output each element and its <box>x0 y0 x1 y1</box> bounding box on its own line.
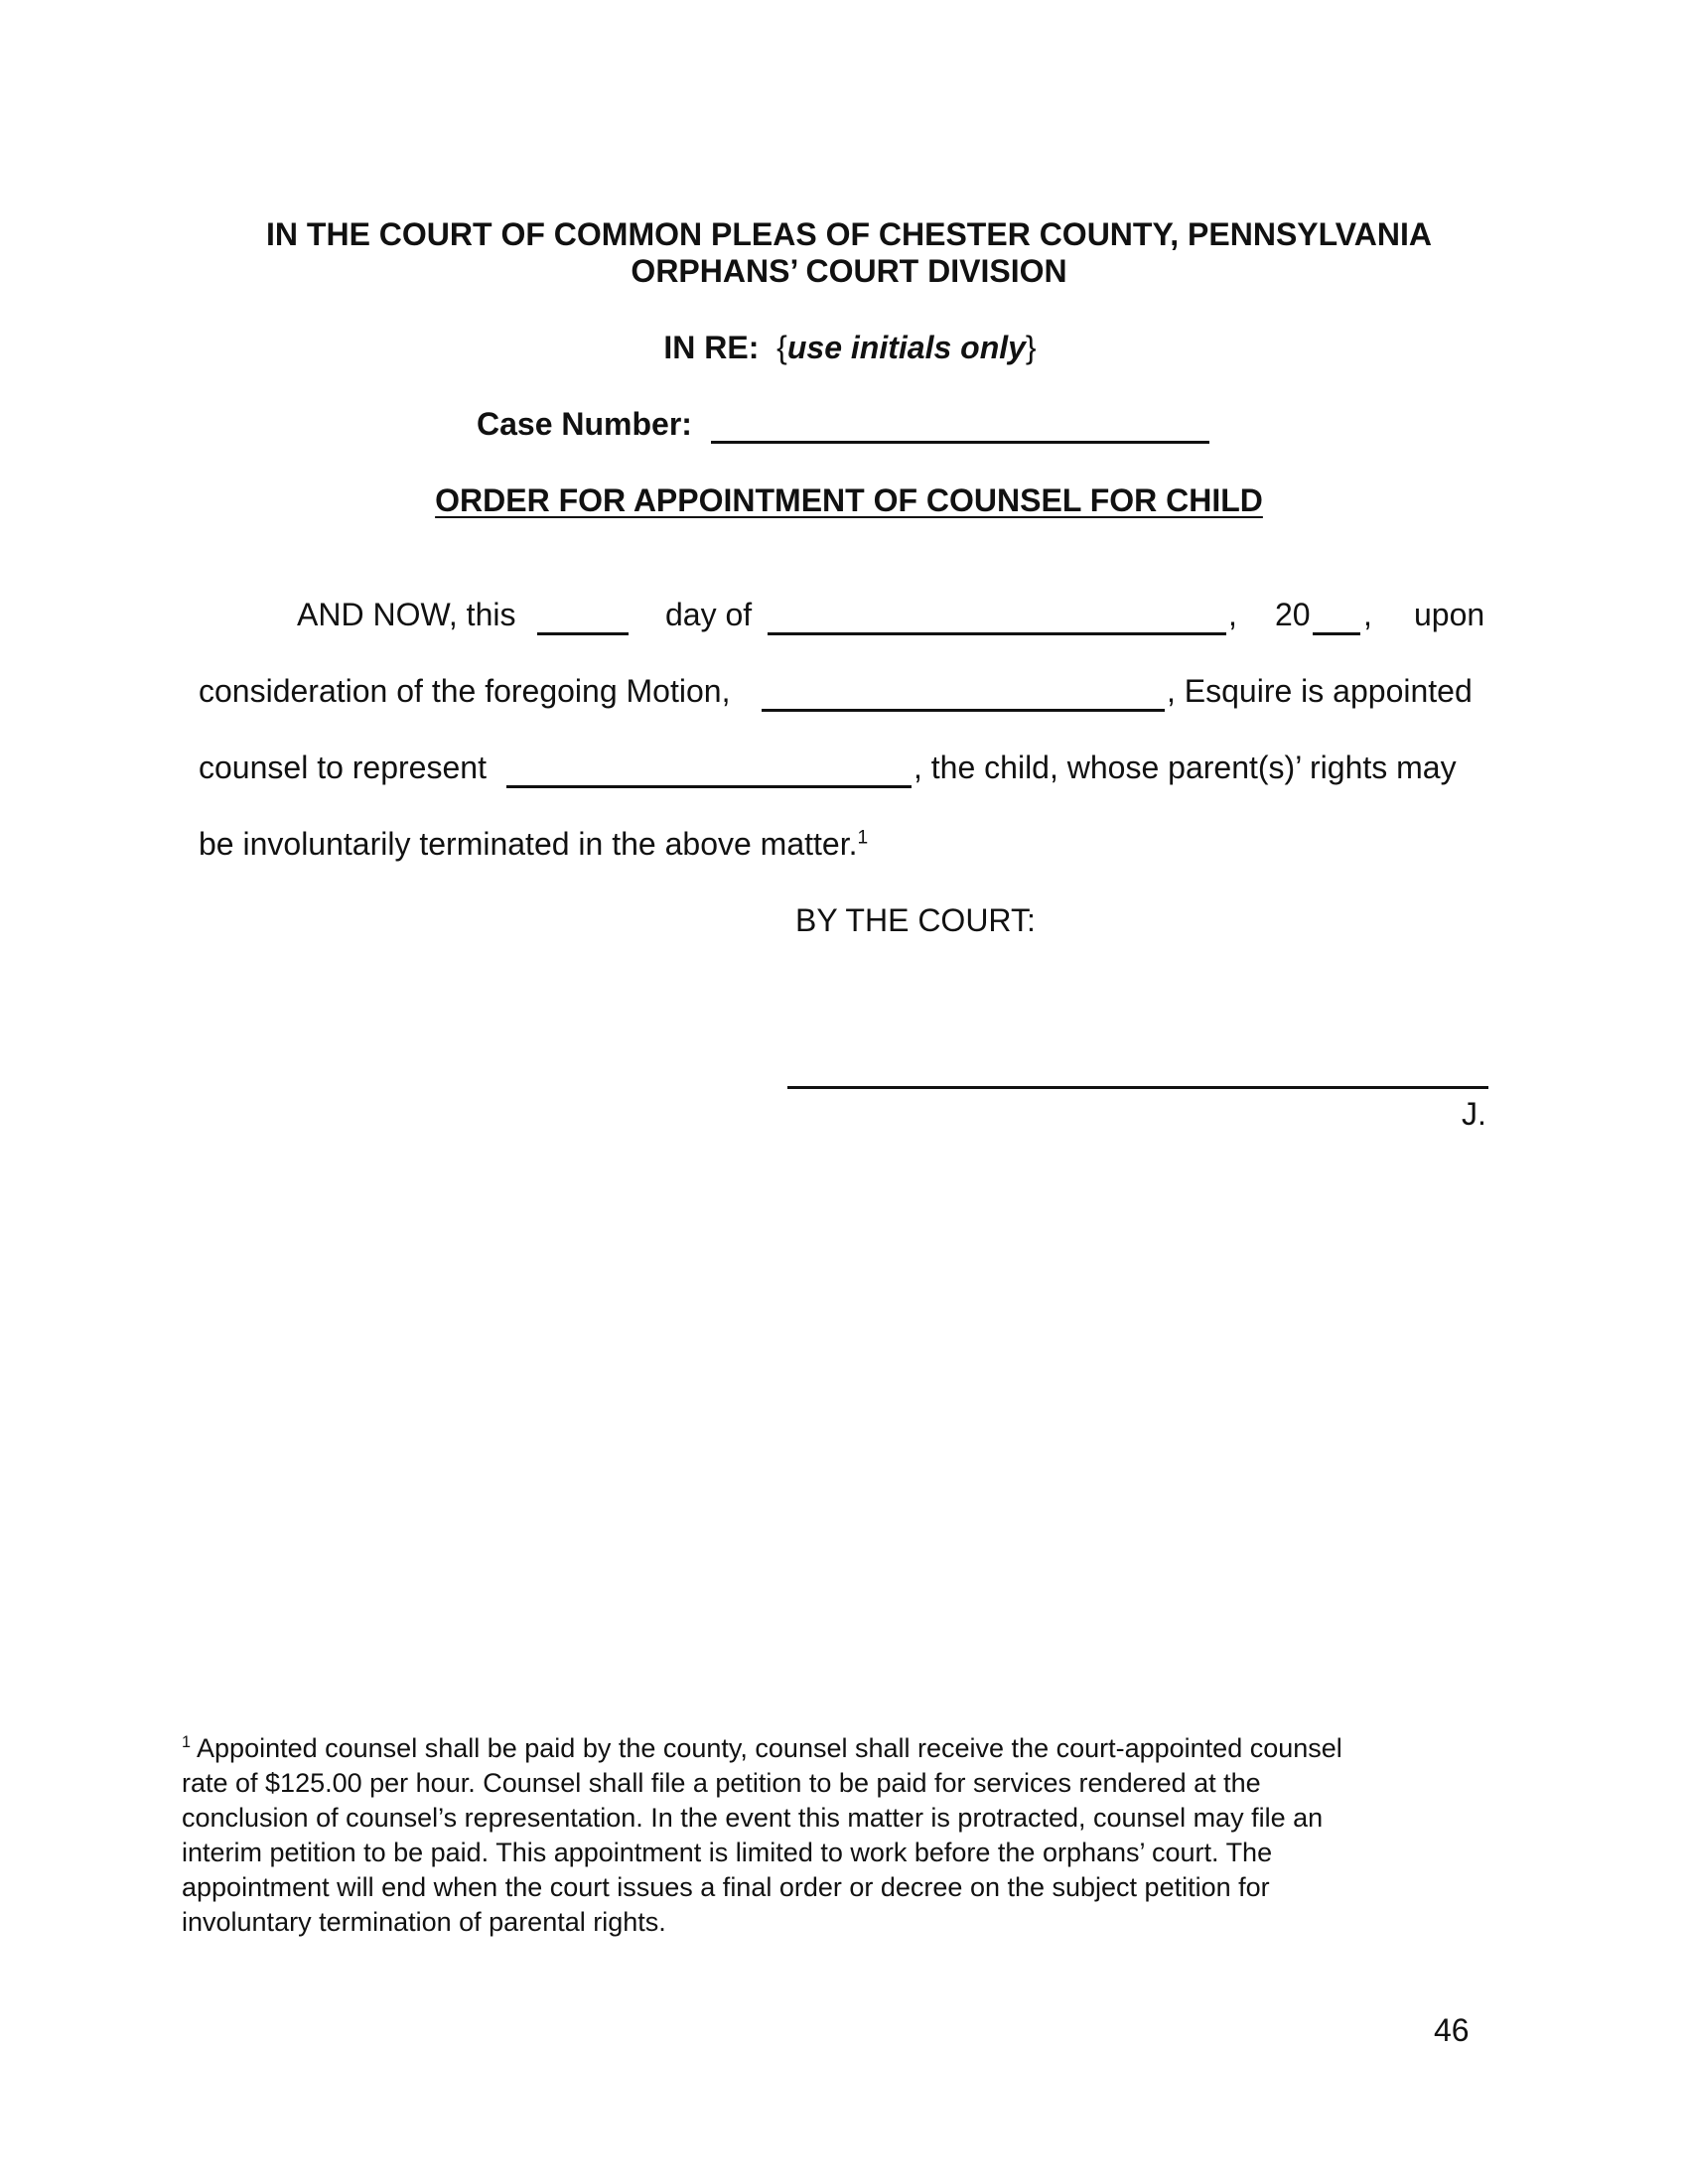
by-the-court: BY THE COURT: <box>795 902 1036 938</box>
footnote-line: rate of $125.00 per hour. Counsel shall file a petition to be paid for services rendered at the <box>182 1768 1261 1798</box>
attorney-name-field[interactable] <box>762 709 1165 712</box>
body-esquire-appointed: , Esquire is appointed <box>1167 673 1473 709</box>
body-comma: , <box>1228 597 1237 632</box>
division-heading: ORPHANS’ COURT DIVISION <box>631 253 1067 289</box>
judge-suffix: J. <box>1462 1096 1486 1132</box>
year-field[interactable] <box>1313 632 1360 635</box>
body-upon: upon <box>1414 597 1485 632</box>
footnote-line: interim petition to be paid. This appointment is limited to work before the orphans’ court. The <box>182 1838 1273 1867</box>
footnote-line: involuntary termination of parental rights. <box>182 1907 666 1937</box>
page-number: 46 <box>1434 2012 1470 2048</box>
order-title: ORDER FOR APPOINTMENT OF COUNSEL FOR CHILD <box>435 482 1263 518</box>
in-re-brace-open: { <box>776 330 787 365</box>
in-re-label: IN RE: <box>663 330 760 365</box>
body-the-child: , the child, whose parent(s)’ rights may <box>914 750 1457 785</box>
case-number-field[interactable] <box>711 441 1209 444</box>
body-comma-2: , <box>1363 597 1372 632</box>
body-consideration: consideration of the foregoing Motion, <box>199 673 731 709</box>
body-year-prefix: 20 <box>1275 597 1311 632</box>
footnote-line: conclusion of counsel’s representation. In the event this matter is protracted, counsel may file an <box>182 1803 1324 1833</box>
court-heading: IN THE COURT OF COMMON PLEAS OF CHESTER COUNTY, PENNSYLVANIA <box>266 216 1432 252</box>
footnote-line: $^1$ Appointed counsel shall be paid by the county, counsel shall receive the court-appointed counsel <box>182 1733 1342 1763</box>
day-field[interactable] <box>537 632 629 635</box>
in-re-hint: use initials only <box>786 330 1026 365</box>
footnote-line: appointment will end when the court issues a final order or decree on the subject petition for <box>182 1872 1270 1902</box>
case-number-label: Case Number: <box>477 406 692 442</box>
in-re-brace-close: } <box>1025 330 1037 365</box>
body-terminated-text: be involuntarily terminated in the above matter. <box>199 826 858 862</box>
footnote <box>182 1731 1342 1940</box>
month-field[interactable] <box>768 632 1226 635</box>
body-counsel-to-represent: counsel to represent <box>199 750 487 785</box>
body-terminated-line <box>199 826 868 863</box>
child-name-field[interactable] <box>506 785 912 788</box>
body-day-of: day of <box>665 597 753 632</box>
footnote-marker: 1 <box>182 1733 192 1751</box>
body-and-now: AND NOW, this <box>297 597 516 632</box>
footnote-reference: 1 <box>857 827 869 849</box>
in-re-line <box>0 330 1688 366</box>
judge-signature-line[interactable] <box>787 1086 1488 1089</box>
